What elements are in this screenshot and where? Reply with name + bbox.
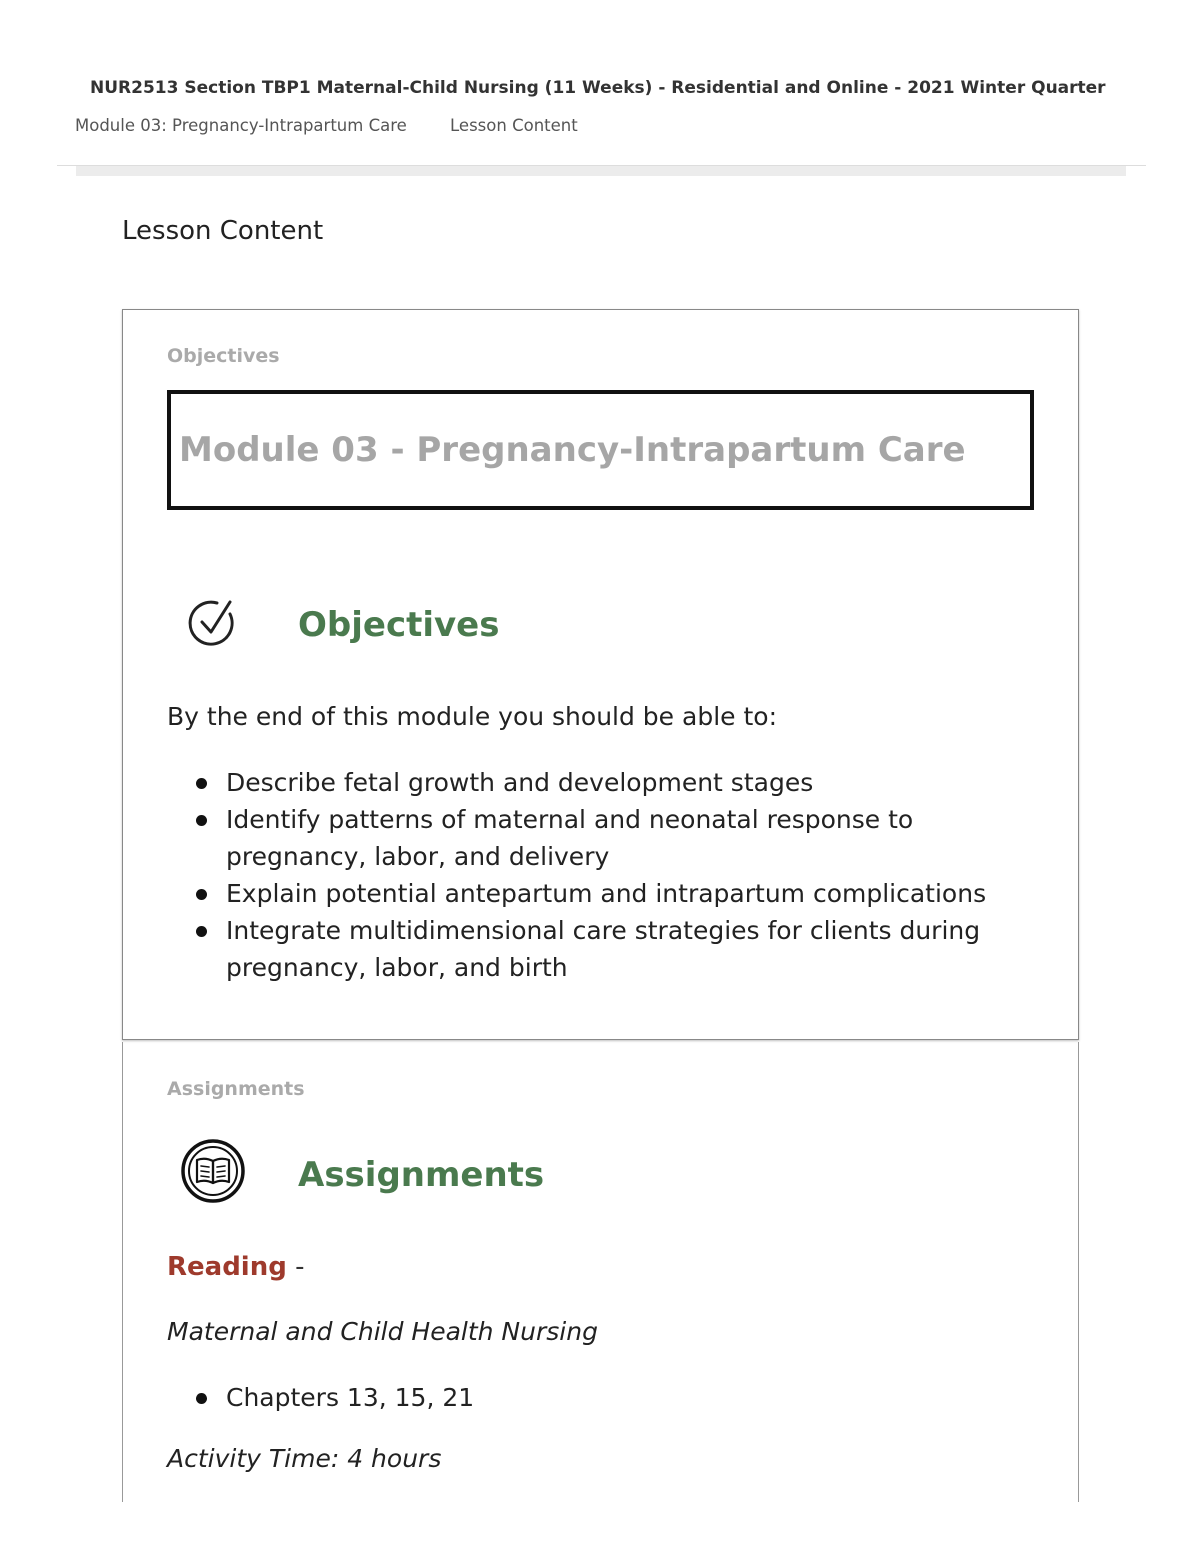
breadcrumb-current-page: Lesson Content xyxy=(450,116,578,135)
list-item-text: Chapters 13, 15, 21 xyxy=(226,1383,475,1412)
module-title-box xyxy=(167,390,1034,510)
list-item xyxy=(196,801,986,875)
list-item-text: pregnancy, labor, and birth xyxy=(226,953,568,982)
breadcrumb xyxy=(75,116,578,135)
list-item-text: Identify patterns of maternal and neonatal response to xyxy=(226,805,914,834)
assignments-list xyxy=(196,1379,474,1416)
objectives-list xyxy=(196,764,986,986)
assignments-heading: Assignments xyxy=(298,1155,545,1195)
breadcrumb-module-link[interactable]: Module 03: Pregnancy-Intrapartum Care xyxy=(75,116,407,135)
list-item-text: Explain potential antepartum and intrapartum complications xyxy=(226,879,987,908)
reading-dash: - xyxy=(286,1252,305,1282)
page-title: Lesson Content xyxy=(122,216,324,246)
list-item xyxy=(196,912,986,986)
list-item-text: Integrate multidimensional care strategies for clients during xyxy=(226,916,981,945)
list-item xyxy=(196,875,986,912)
reading-label: Reading xyxy=(167,1252,287,1282)
objectives-section-label: Objectives xyxy=(167,345,280,367)
assignments-section-label: Assignments xyxy=(167,1078,305,1100)
checkmark-circle-icon xyxy=(186,597,240,651)
reading-line xyxy=(167,1252,305,1282)
module-title: Module 03 - Pregnancy-Intrapartum Care xyxy=(179,430,966,470)
objectives-intro: By the end of this module you should be able to: xyxy=(167,702,777,731)
activity-time: Activity Time: 4 hours xyxy=(167,1444,442,1473)
objectives-heading: Objectives xyxy=(298,605,500,645)
list-item xyxy=(196,764,986,801)
header-band xyxy=(76,166,1126,176)
book-icon xyxy=(180,1138,246,1204)
list-item-text: pregnancy, labor, and delivery xyxy=(226,842,610,871)
list-item xyxy=(196,1379,474,1416)
list-item-text: Describe fetal growth and development stages xyxy=(226,768,814,797)
course-title: NUR2513 Section TBP1 Maternal-Child Nursing (11 Weeks) - Residential and Online - 2021 Winter Quarter xyxy=(90,78,1106,98)
book-title: Maternal and Child Health Nursing xyxy=(167,1317,598,1346)
